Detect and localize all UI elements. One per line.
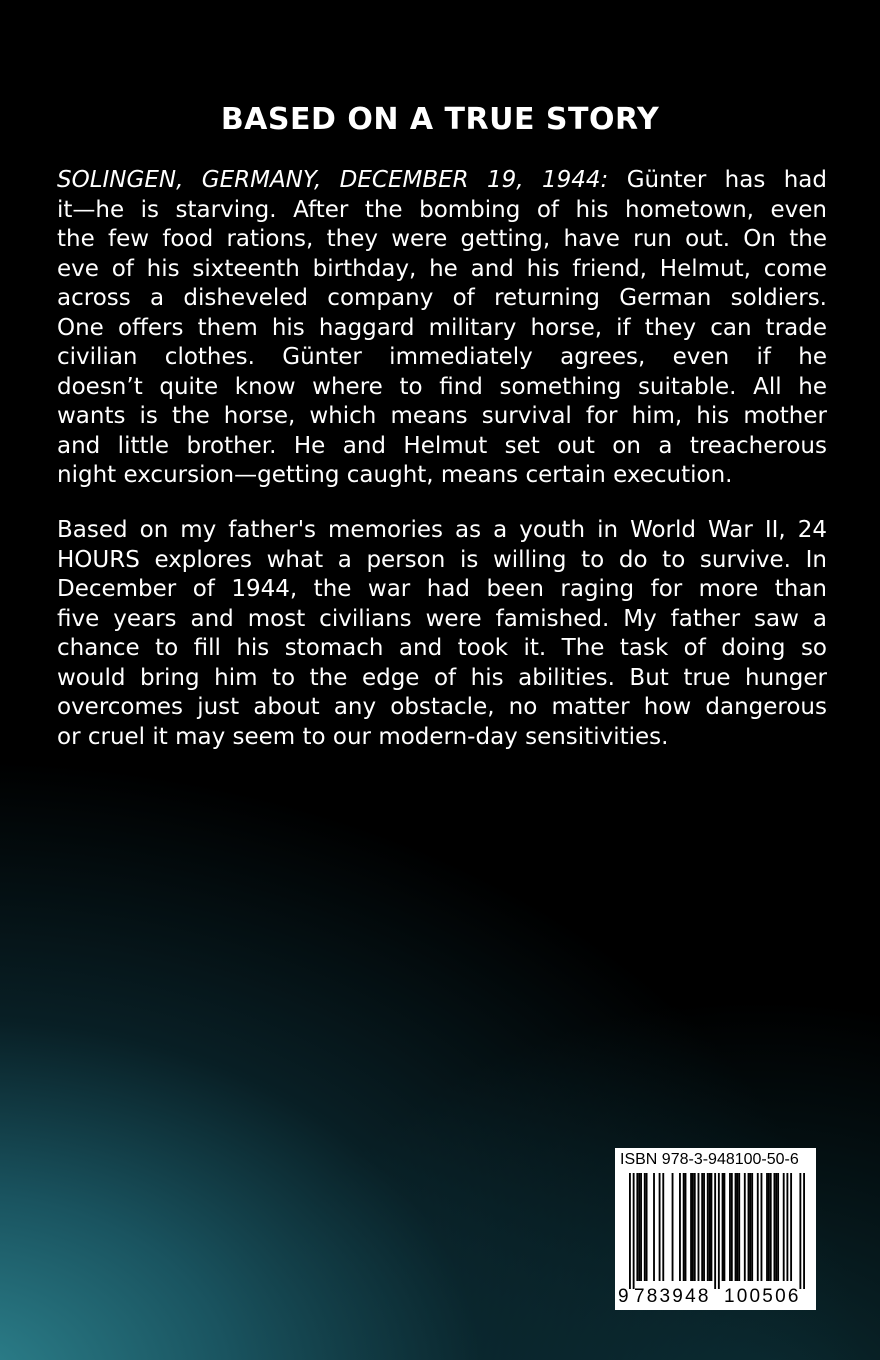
synopsis-line: it—he is starving. After the bombing of his hometown, even — [57, 196, 827, 223]
synopsis-line: civilian clothes. Günter immediately agrees, even if he — [57, 344, 827, 370]
author-note-line: Based on my father's memories as a youth in World War II, 24 — [57, 517, 827, 543]
barcode-bar — [803, 1173, 805, 1289]
barcode-bar — [698, 1173, 700, 1281]
synopsis-paragraph — [57, 166, 827, 491]
synopsis-line: wants is the horse, which means survival for him, his mother — [57, 403, 827, 429]
author-note-line: or cruel it may seem to our modern-day sensitivities. — [57, 723, 669, 750]
barcode-bar — [777, 1173, 779, 1281]
barcode-bar — [729, 1173, 731, 1281]
barcode-bar — [766, 1173, 768, 1281]
barcode-digit-group-right: 100506 — [724, 1286, 801, 1307]
synopsis-line — [57, 166, 827, 196]
barcode-bar — [761, 1173, 763, 1281]
barcode-bar — [723, 1173, 725, 1281]
barcode-bar — [799, 1173, 801, 1289]
barcode-bar — [707, 1173, 709, 1281]
barcode-bar — [731, 1173, 733, 1281]
synopsis-line: night excursion—getting caught, means certain execution. — [57, 462, 733, 488]
barcode-bar — [749, 1173, 751, 1281]
barcode-bar — [692, 1173, 694, 1281]
barcode-digit-group-left: 783948 — [634, 1286, 711, 1307]
author-note-paragraph — [57, 516, 827, 752]
barcode-bar — [640, 1173, 642, 1281]
barcode-bar — [703, 1173, 705, 1281]
barcode-bar — [768, 1173, 770, 1281]
barcode-bar — [679, 1173, 681, 1281]
synopsis-dateline: SOLINGEN, GERMANY, DECEMBER 19, 1944: — [57, 167, 609, 193]
barcode-bar — [757, 1173, 759, 1281]
barcode-bars — [629, 1173, 805, 1289]
isbn-barcode-box — [615, 1148, 816, 1310]
author-note-line: would bring him to the edge of his abilities. But true hunger — [57, 664, 827, 691]
author-note-line: five years and most civilians were famished. My father saw a — [57, 605, 827, 632]
barcode-bar — [636, 1173, 638, 1281]
barcode-bar — [751, 1173, 753, 1281]
barcode-bar — [775, 1173, 777, 1281]
barcode-bar — [629, 1173, 631, 1289]
barcode-bar — [714, 1173, 716, 1289]
synopsis-line-text: Günter has had — [608, 167, 827, 193]
barcode-bar — [735, 1173, 737, 1281]
barcode-bar — [790, 1173, 792, 1281]
synopsis-line: the few food rations, they were getting, have run out. On the — [57, 226, 827, 252]
barcode-bar — [770, 1173, 772, 1281]
synopsis-line: One offers them his haggard military horse, if they can trade — [57, 314, 827, 341]
barcode-bar — [633, 1173, 635, 1289]
author-note-line: chance to fill his stomach and took it. The task of doing so — [57, 635, 827, 661]
barcode-bar — [738, 1173, 740, 1281]
barcode-digit-first: 9 — [618, 1286, 629, 1307]
barcode-bar — [690, 1173, 692, 1281]
barcode-bar — [736, 1173, 738, 1281]
synopsis-line: doesn’t quite know where to find something suitable. All he — [57, 373, 827, 400]
barcode-bar — [748, 1173, 750, 1281]
barcode-bar — [774, 1173, 776, 1281]
barcode-bar — [701, 1173, 703, 1281]
barcode-bar — [638, 1173, 640, 1281]
cover-heading: BASED ON A TRUE STORY — [220, 102, 660, 137]
barcode-bar — [683, 1173, 685, 1281]
synopsis-line: and little brother. He and Helmut set out on a treacherous — [57, 432, 827, 459]
barcode-bar — [653, 1173, 655, 1281]
barcode-bar — [711, 1173, 713, 1281]
barcode-bar — [718, 1173, 720, 1289]
isbn-label: ISBN 978-3-948100-50-6 — [620, 1151, 799, 1168]
barcode-bar — [662, 1173, 664, 1281]
author-note-line: HOURS explores what a person is willing to do to survive. In — [57, 546, 827, 573]
author-note-line: December of 1944, the war had been raging for more than — [57, 576, 827, 602]
barcode-bar — [659, 1173, 661, 1281]
barcode-bar — [709, 1173, 711, 1281]
barcode-bar — [783, 1173, 785, 1281]
barcode-bar — [694, 1173, 696, 1281]
barcode-bar — [722, 1173, 724, 1281]
barcode-bar — [644, 1173, 646, 1281]
barcode-bar — [685, 1173, 687, 1281]
synopsis-line: across a disheveled company of returning German soldiers. — [57, 285, 827, 311]
barcode-bar — [744, 1173, 746, 1281]
barcode-bar — [786, 1173, 788, 1281]
synopsis-line: eve of his sixteenth birthday, he and his friend, Helmut, come — [57, 255, 827, 282]
author-note-line: overcomes just about any obstacle, no matter how dangerous — [57, 694, 827, 720]
barcode-bar — [646, 1173, 648, 1281]
barcode-bar — [672, 1173, 674, 1281]
